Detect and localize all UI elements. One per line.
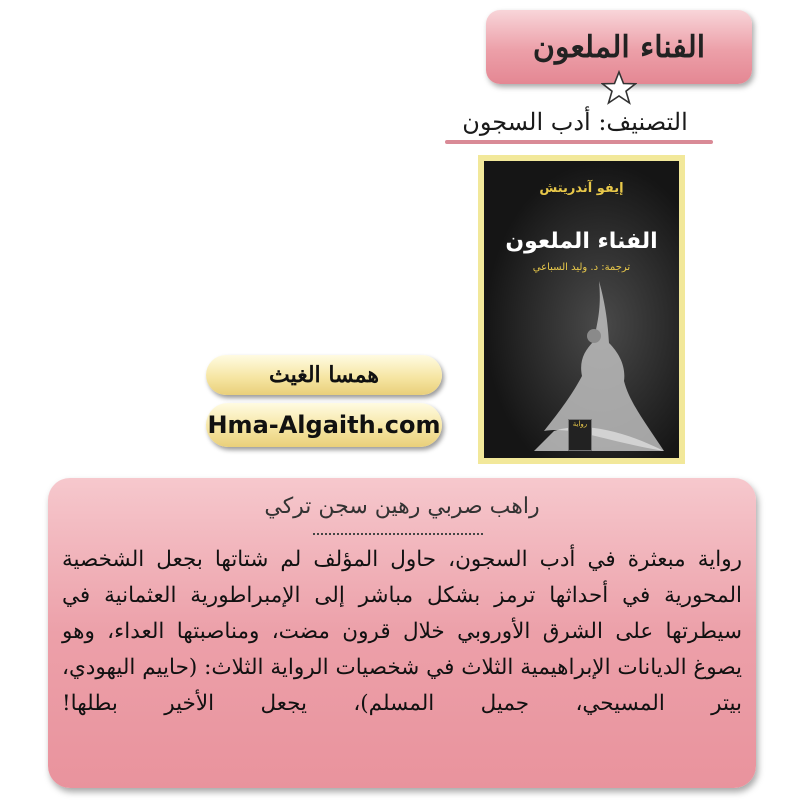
cover-author: إيفو آندريتش bbox=[539, 181, 624, 196]
book-title: الفناء الملعون bbox=[532, 29, 706, 65]
summary-box bbox=[48, 478, 756, 788]
dancer-figure-icon bbox=[524, 281, 674, 456]
classification: التصنيف: أدب السجون bbox=[462, 108, 688, 136]
dotted-divider bbox=[313, 533, 483, 535]
website-url: Hma-Algaith.com bbox=[207, 411, 441, 439]
summary-text: رواية مبعثرة في أدب السجون، حاول المؤلف لم شتاتها بجعل الشخصية المحورية في أحداثها ترمز بشكل مباشر إلى الإمبراطورية العثمانية في سيطرتها على الشرق الأوروبي خلال قرون مضت، ومناصبتها العداء، وهو يصوغ الديانات الإبراهيمية الثلاث في شخصيات الرواية الثلاث: (حاييم اليهودي، بيتر المسيحي، جميل المسلم)، يجعل الأخير بطلها! bbox=[62, 547, 742, 716]
brand-name: همسا الغيث bbox=[269, 362, 379, 388]
summary-subtitle: راهب صربي رهين سجن تركي bbox=[264, 494, 540, 519]
website-badge bbox=[206, 403, 442, 447]
brand-name-badge bbox=[206, 355, 442, 395]
cover-translator: ترجمة: د. وليد السباعي bbox=[532, 262, 631, 273]
cover-image bbox=[484, 161, 679, 458]
star-icon bbox=[601, 70, 637, 106]
book-cover bbox=[478, 155, 685, 464]
cover-title: الفناء الملعون bbox=[505, 229, 658, 254]
classification-underline bbox=[445, 140, 713, 144]
cover-badge: رواية bbox=[568, 419, 592, 451]
